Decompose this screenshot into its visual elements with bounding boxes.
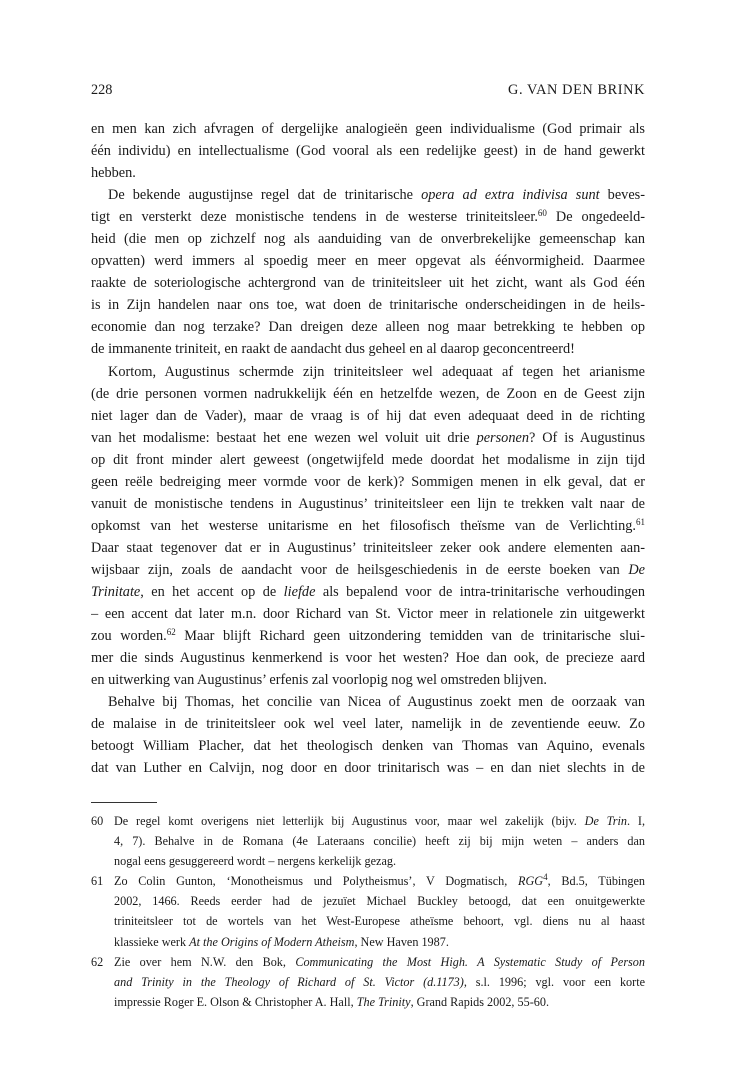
footnote-line [114, 831, 645, 851]
text-line [91, 493, 645, 515]
italic-text: De [628, 561, 645, 578]
text-run: , Grand Rapids 2002, 55-60. [410, 994, 550, 1009]
footnote-marker[interactable]: 62 [166, 627, 176, 638]
text-run: niet lager dan de Vader), maar de vraag is of hij dat even adequaat deed in de richting [91, 407, 645, 424]
italic-text: liefde [283, 583, 316, 600]
footnote-number: 61 [91, 874, 104, 889]
text-run: (de drie personen vormen nadrukkelijk één en hetzelfde wezen, de Zoon en de Geest zijn [91, 385, 645, 402]
text-line [91, 603, 645, 625]
text-run: beves- [599, 187, 645, 204]
text-run: klassieke werk [114, 934, 190, 949]
text-run: opkomst van het westerse unitarisme en het filosofisch theïsme van de Verlichting. [91, 517, 636, 534]
running-head: G. VAN DEN BRINK [508, 82, 645, 98]
page-number: 228 [91, 82, 113, 98]
italic-text: At the Origins of Modern Atheism [189, 934, 355, 949]
text-line [91, 757, 645, 779]
text-run: ? Of is Augustinus [528, 429, 645, 446]
text-run: nogal eens gesuggereerd wordt – nergens kerkelijk gezag. [114, 854, 397, 869]
text-line [91, 316, 645, 338]
text-run: , s.l. 1996; vgl. voor een korte [463, 974, 645, 989]
italic-text: De Trin [584, 814, 628, 828]
footnote-line [114, 851, 645, 871]
footnote-line [114, 811, 645, 831]
text-run: zou worden. [91, 628, 167, 645]
text-line [91, 272, 645, 294]
text-run: hebben. [91, 165, 136, 182]
italic-text: Communicating the Most High. A Systematic Study of Person [295, 954, 645, 969]
text-run: mer die sinds Augustinus kenmerkend is voor het westen? Hoe dan ook, de precieze aard [91, 650, 645, 667]
body-text [91, 118, 645, 779]
footnote [91, 952, 645, 1012]
text-run: , New Haven 1987. [354, 934, 449, 949]
text-run: de immanente triniteit, en raakt de aandacht dus geheel en al daarop geconcentreerd! [91, 341, 575, 358]
text-line [91, 338, 645, 360]
footnote [91, 871, 645, 951]
text-run: , Bd.5, Tübingen [547, 874, 645, 889]
text-line [91, 713, 645, 735]
text-run: en uitwerking van Augustinus’ erfenis zal voorlopig nog wel omstreden blijven. [91, 672, 547, 689]
text-line [91, 515, 645, 537]
text-run: geen reële bedreiging meer vormde voor de kerk)? Sommigen menen in elk geval, dat er [91, 473, 645, 490]
text-line [91, 250, 645, 272]
text-run: vanuit de monistische tendens in Augustinus’ triniteitsleer een lijn te trekken valt naar de [91, 495, 645, 512]
text-run: als bepalend voor de intra-trinitarische verhoudingen [315, 583, 645, 600]
text-run: dat van Luther en Calvijn, nog door en door trinitarisch was – en dan niet slechts in de [91, 760, 645, 777]
footnote-line [114, 932, 645, 952]
text-run: wijsbaar zijn, zoals de aandacht voor de heilsgeschiedenis in de eerste boeken van [91, 561, 629, 578]
text-line [91, 735, 645, 757]
text-line [91, 383, 645, 405]
text-run: De ongedeeld- [546, 209, 645, 226]
text-run: opvatten) werd immers al spoedig meer en meer opgevat als éénvormigheid. Daarmee [91, 253, 645, 270]
text-line [91, 361, 645, 383]
text-line [91, 405, 645, 427]
footnote-line [114, 891, 645, 911]
text-run: raakte de soteriologische achtergrond van de triniteitsleer uit het zicht, want als God één [91, 275, 645, 292]
text-run: tigt en versterkt deze monistische tendens in de westerse triniteitsleer. [91, 209, 538, 226]
page-header [91, 79, 645, 101]
text-run: Behalve bij Thomas, het concilie van Nicea of Augustinus zoekt men de oorzaak van [108, 694, 645, 711]
text-line [91, 162, 645, 184]
text-run: op dit front minder alert geweest (ongetwijfeld mede doordat het modalisme in zijn tijd [91, 451, 645, 468]
italic-text: opera ad extra indivisa sunt [421, 187, 600, 204]
text-line [91, 625, 645, 647]
text-line [91, 559, 645, 581]
text-run: Daar staat tegenover dat er in Augustinus’ triniteitsleer zeker ook andere elementen aan- [91, 539, 645, 556]
footnote-marker[interactable]: 61 [636, 516, 645, 527]
text-run: 2002, 1466. Reeds eerder had de jezuïet Michael Buckley betoogd, dat een onuitgewerkte [114, 894, 645, 909]
text-run: betoogt William Placher, dat het theologisch denken van Thomas van Aquino, evenals [91, 738, 645, 755]
text-run: de malaise in de triniteitsleer ook wel veel later, namelijk in de zeventiende eeuw. Zo [91, 716, 645, 733]
text-line [91, 669, 645, 691]
text-line [91, 294, 645, 316]
text-run: en men kan zich afvragen of dergelijke analogieën geen individualisme (God primair als [91, 121, 645, 137]
text-run: – een accent dat later m.n. door Richard van St. Victor meer in relationele zin uitgewerkt [91, 606, 645, 623]
text-line [91, 471, 645, 493]
text-line [91, 118, 645, 140]
footnote-number: 62 [91, 954, 104, 969]
italic-text: RGG [518, 874, 544, 889]
text-line [91, 228, 645, 250]
footnote [91, 811, 645, 871]
text-run: van het modalisme: bestaat het ene wezen wel voluit uit drie [91, 429, 477, 446]
text-line [91, 581, 645, 603]
footnote-divider [91, 802, 157, 803]
italic-text: Trinitate [91, 583, 141, 600]
text-run: Maar blijft Richard geen uitzondering temidden van de trinitarische slui- [175, 628, 645, 645]
text-line [91, 206, 645, 228]
text-run: . I, [627, 814, 645, 828]
text-line [91, 691, 645, 713]
italic-text: The Trinity [356, 994, 411, 1009]
footnote-marker[interactable]: 4 [543, 872, 548, 883]
text-line [91, 140, 645, 162]
text-run: Zo Colin Gunton, ‘Monotheismus und Polytheismus’, V Dogmatisch, [114, 874, 519, 889]
footnote-number: 60 [91, 814, 104, 828]
italic-text: and Trinity in the Theology of Richard of St. Victor (d.1173) [114, 974, 464, 989]
text-run: triniteitsleer tot de wortels van het West-Europese atheïsme behoort, vgl. diens nu al haast [114, 914, 645, 929]
text-run: De regel komt overigens niet letterlijk bij Augustinus voor, maar wel zakelijk (bijv. [114, 814, 585, 828]
text-line [91, 537, 645, 559]
italic-text: personen [476, 429, 529, 446]
text-run: De bekende augustijnse regel dat de trinitarische [108, 187, 422, 204]
footnotes [91, 811, 645, 1012]
text-line [91, 449, 645, 471]
footnote-line [114, 972, 645, 992]
text-run: is in Zijn handelen naar ons toe, wat doen de trinitarische onderscheidingen in de heils- [91, 297, 645, 314]
text-run: Kortom, Augustinus schermde zijn triniteitsleer wel adequaat af tegen het arianisme [108, 363, 645, 380]
text-run: één individu) en intellectualisme (God vooral als een redelijke geest) in de hand gewerkt [91, 143, 645, 160]
text-line [91, 647, 645, 669]
text-line [91, 427, 645, 449]
text-run: 4, 7). Behalve in de Romana (4e Lateraans concilie) heeft zij bij mijn weten – anders dan [114, 834, 645, 849]
text-run: heid (die men op zichzelf nog als aanduiding van de onverbrekelijke gemeenschap kan [91, 231, 645, 248]
footnote-line [114, 952, 645, 972]
text-run: Zie over hem N.W. den Bok, [114, 954, 296, 969]
text-run: economie dan nog terzake? Dan dreigen deze alleen nog maar betrekking te hebben op [91, 319, 645, 336]
footnote-line [114, 911, 645, 931]
footnote-line [114, 992, 645, 1012]
text-line [91, 184, 645, 206]
footnote-line [114, 871, 645, 891]
footnote-marker[interactable]: 60 [537, 208, 547, 219]
text-run: , en het accent op de [140, 583, 284, 600]
text-run: impressie Roger E. Olson & Christopher A. Hall, [114, 994, 357, 1009]
